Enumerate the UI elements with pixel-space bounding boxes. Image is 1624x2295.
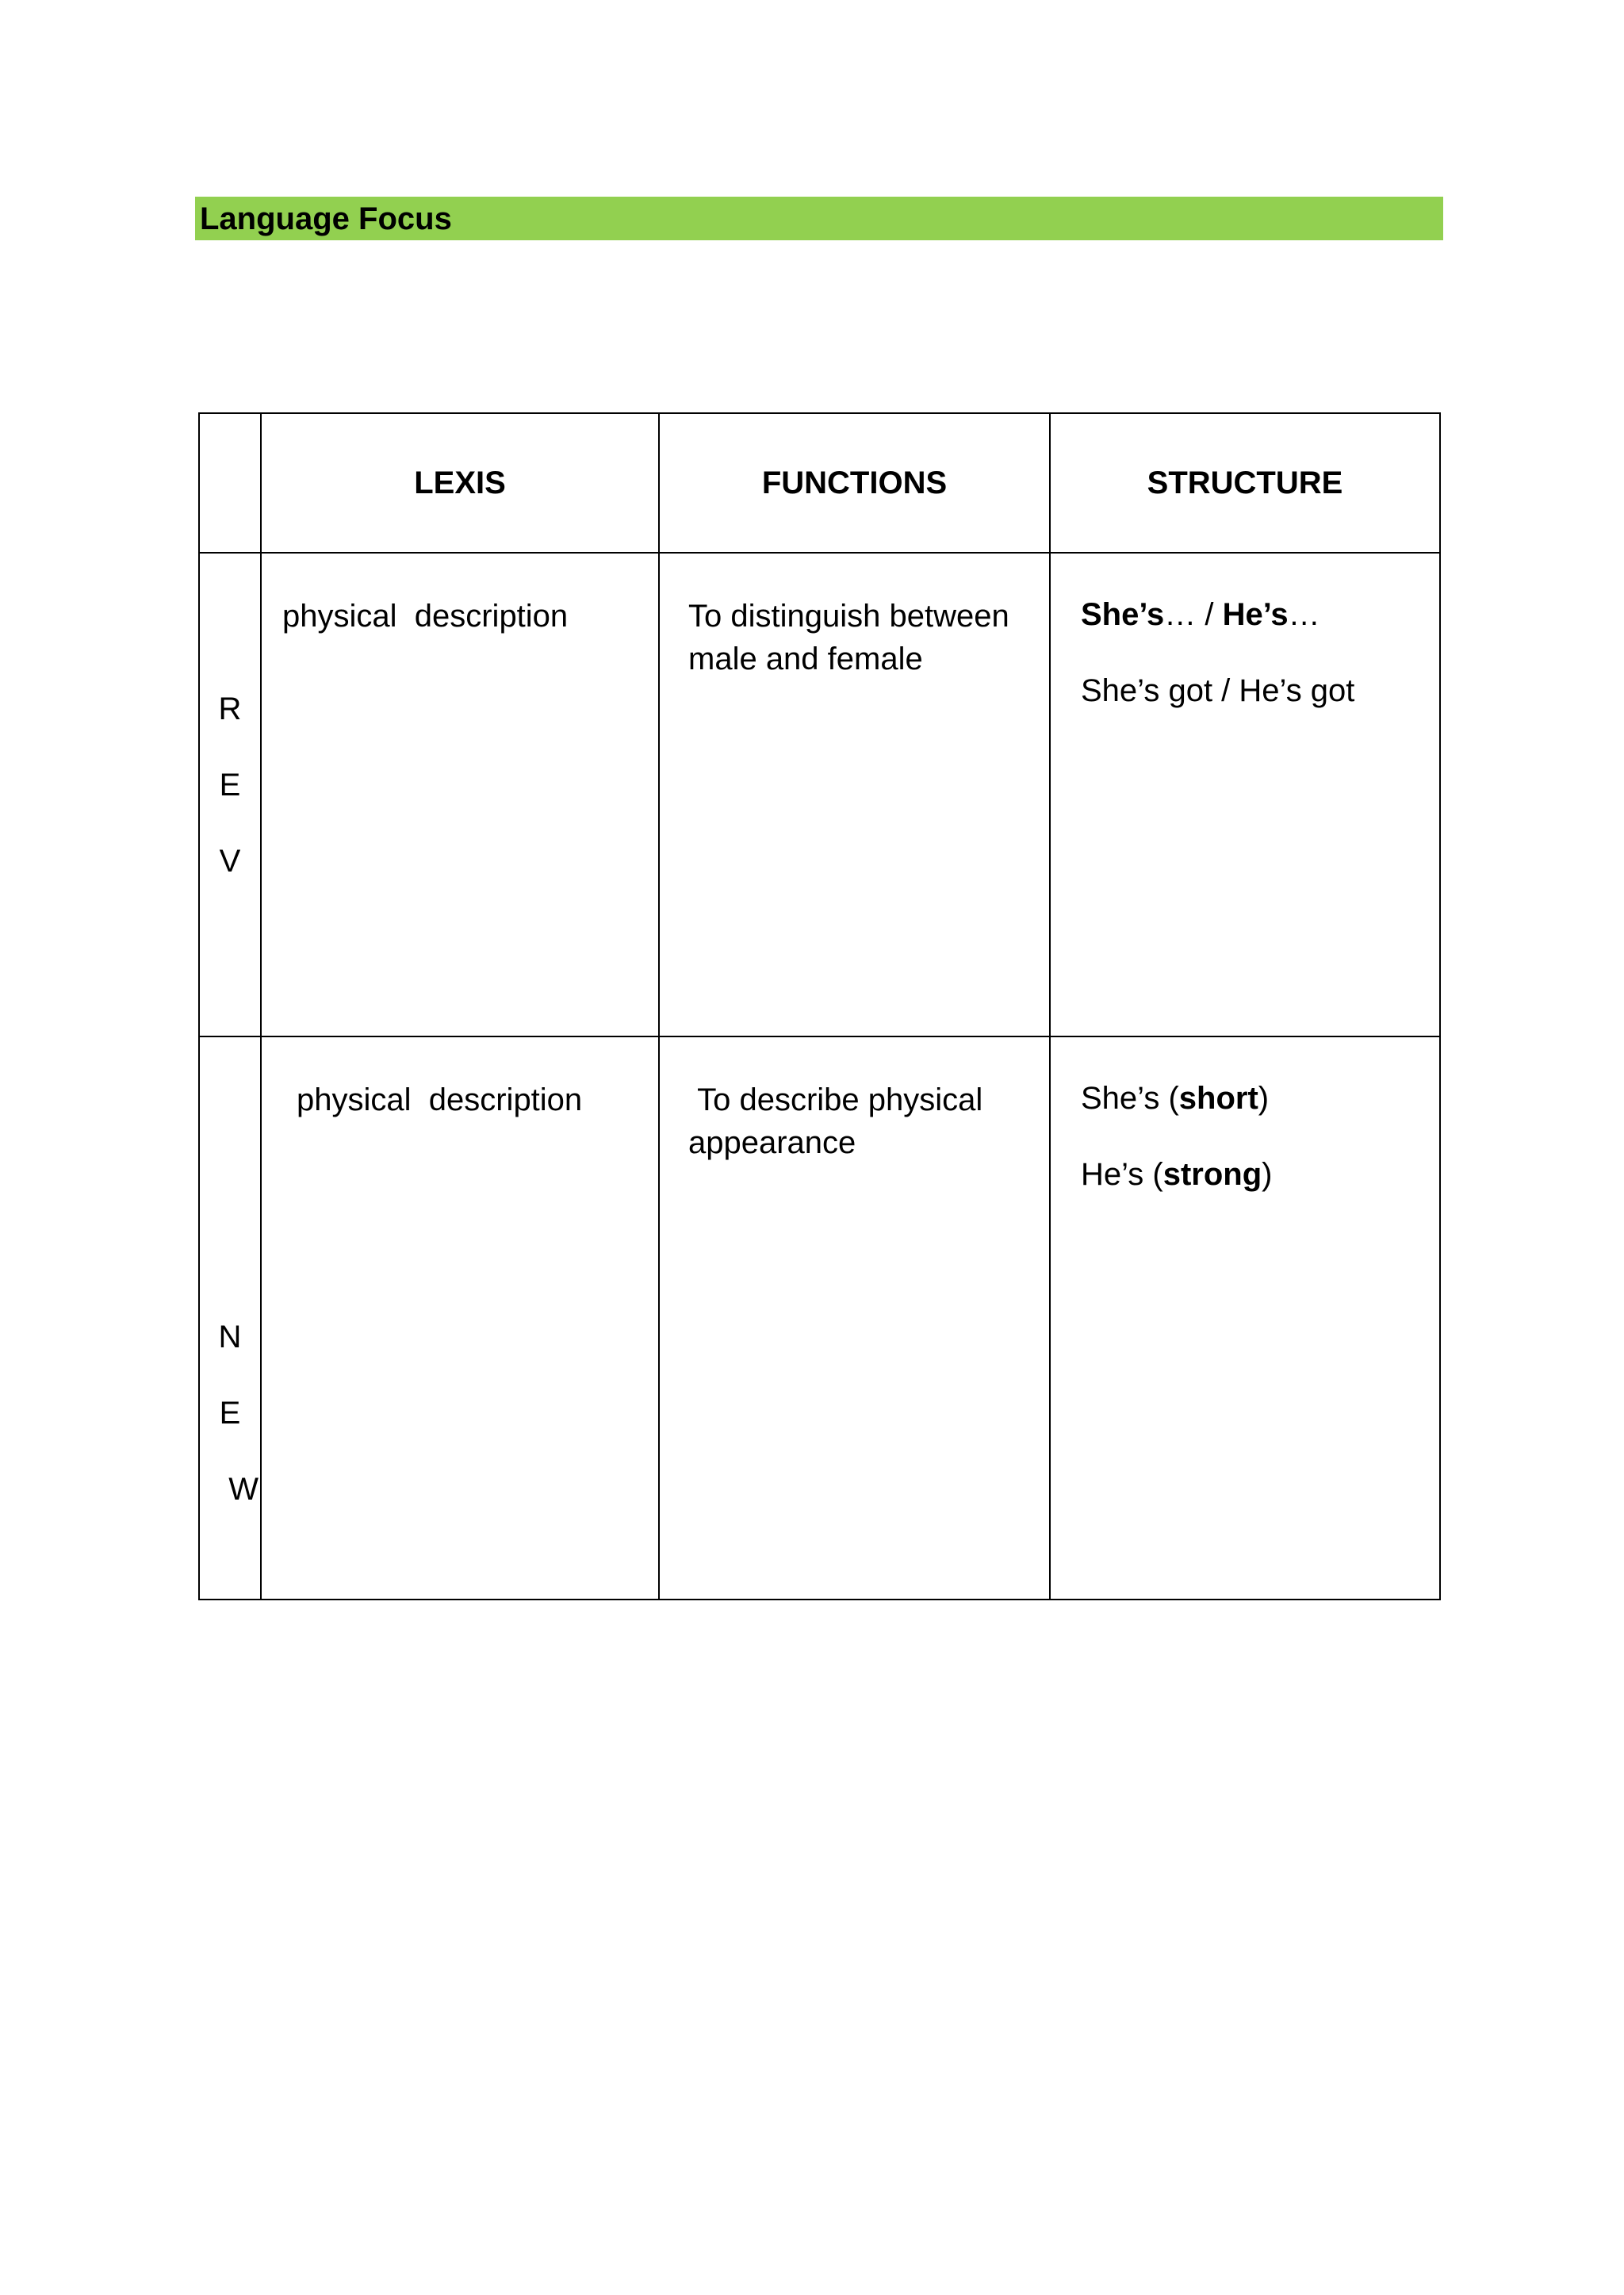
lexis-cell — [261, 1036, 659, 1600]
column-header-structure: STRUCTURE — [1050, 413, 1440, 553]
label-letter: R — [218, 692, 242, 726]
structure-bold: She’s — [1081, 597, 1165, 632]
column-header-blank — [199, 413, 261, 553]
lexis-text: physical description — [282, 599, 569, 634]
structure-line — [1081, 1153, 1431, 1196]
functions-cell — [659, 553, 1050, 1036]
functions-text: To distinguish between male and female — [688, 599, 1009, 676]
lexis-cell — [261, 553, 659, 1036]
structure-text: She’s ( — [1081, 1081, 1179, 1116]
column-header-lexis: LEXIS — [261, 413, 659, 553]
structure-line — [1081, 593, 1431, 636]
section-title: Language Focus — [200, 201, 452, 236]
structure-bold: short — [1178, 1081, 1258, 1116]
row-label-rev — [199, 553, 261, 1036]
row-label-new — [199, 1036, 261, 1600]
label-letter: N — [218, 1320, 242, 1354]
structure-text: ) — [1258, 1081, 1270, 1116]
label-letter: E — [219, 768, 241, 803]
structure-text: … — [1288, 597, 1320, 632]
language-focus-table — [198, 412, 1441, 1600]
structure-cell — [1050, 553, 1440, 1036]
column-header-functions: FUNCTIONS — [659, 413, 1050, 553]
structure-bold: He’s — [1222, 597, 1289, 632]
section-banner — [195, 197, 1443, 240]
structure-cell — [1050, 1036, 1440, 1600]
functions-cell — [659, 1036, 1050, 1600]
functions-text: To describe physical appearance — [688, 1082, 992, 1160]
vertical-label — [200, 1299, 260, 1527]
label-letter: E — [219, 1396, 241, 1431]
structure-text: … / — [1164, 597, 1223, 632]
vertical-label — [200, 671, 260, 899]
label-letter: W — [228, 1472, 259, 1507]
label-letter: V — [219, 844, 241, 879]
structure-line — [1081, 1077, 1431, 1120]
structure-text: He’s ( — [1081, 1157, 1163, 1192]
structure-bold: strong — [1162, 1157, 1262, 1192]
structure-line: She’s got / He’s got — [1081, 673, 1355, 708]
lexis-text: physical description — [297, 1082, 583, 1117]
structure-text: ) — [1262, 1157, 1273, 1192]
table-row-new — [199, 1036, 1440, 1600]
table-header-row — [199, 413, 1440, 553]
table-row-rev — [199, 553, 1440, 1036]
